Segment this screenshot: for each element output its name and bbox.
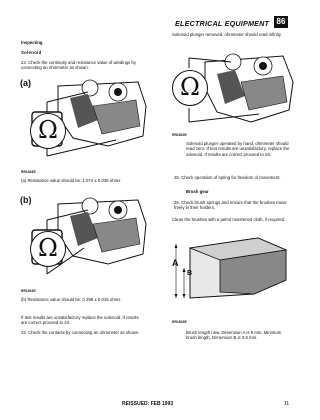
resistance-value-a: (a) Resistance value should be: 1.074 ± 0.035 ohms — [21, 178, 121, 183]
figure-label-b: (b) — [20, 195, 32, 205]
resistance-value-b: (b) Resistance value should be: 0.298 ± 0.015 ohms — [21, 297, 121, 302]
ohmmeter-icon: Ω — [30, 113, 66, 149]
brush-length-text: Brush length new, Dimension A is 9 mm. Minimum brush length, Dimension B is 3.5 mm. — [186, 330, 282, 341]
ohmmeter-icon: Ω — [172, 70, 208, 106]
figure-code-b: RR1816E — [21, 289, 36, 293]
page-header-title: ELECTRICAL EQUIPMENT — [175, 19, 270, 28]
step-26: 26. Check brush springs and ensure that the brushes move freely in their holders. — [174, 200, 287, 211]
step-23: 23. Check the continuity and resistance value of windings by connecting an ohmmeter as shown. — [21, 60, 136, 71]
dimension-label-a: A — [172, 258, 179, 268]
figure-code-a: RR1816E — [21, 170, 36, 174]
figure-code-d: RR1815E — [172, 320, 187, 324]
heading-brush-gear: Brush gear — [186, 189, 209, 194]
plunger-operated-text: Solenoid plunger operated by hand, ohmmeter should read zero. If test results are unsatisfactory, replace the solenoid. If results are correct proceed to 25. — [186, 141, 290, 157]
dimension-label-b: B — [187, 270, 193, 277]
figure-label-a: (a) — [20, 78, 31, 88]
step-25: 25. Check operation of spring for freedom of movement. — [174, 175, 281, 180]
clean-text: Clean the brushes with a petrol moistened cloth, if required. — [172, 217, 286, 222]
section-number-badge: 86 — [274, 16, 288, 28]
intro-text: Solenoid plunger removed, ohmmeter should read infinity. — [172, 32, 282, 37]
result-text: If test results are unsatisfactory replace the solenoid. If results are correct proceed to 24. — [21, 315, 139, 326]
heading-solenoid: Solenoid — [21, 50, 42, 55]
footer-reissued: REISSUED: FEB 1993 — [122, 401, 174, 407]
ohmmeter-icon: Ω — [30, 231, 66, 267]
heading-inspecting: Inspecting — [21, 40, 43, 45]
page-number: 11 — [284, 401, 290, 407]
step-24: 24. Check the contacts by connecting an ohmmeter as shown. — [21, 330, 140, 335]
figure-code-c: RR1819E — [172, 133, 187, 137]
